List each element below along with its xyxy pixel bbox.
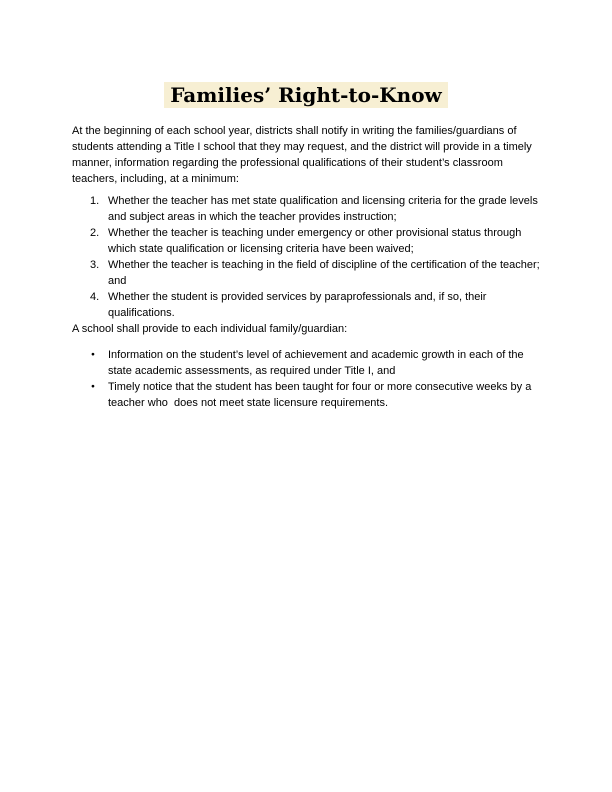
list-item-text: Whether the teacher has met state qualification and licensing criteria for the grade levels and subject areas in which the teacher provides instruction; — [108, 195, 541, 223]
bullet-list-item — [72, 379, 540, 411]
bullet-list — [72, 347, 540, 411]
bullet-icon: ● — [91, 383, 95, 390]
list-item-text: Whether the student is provided services by paraprofessionals and, if so, their qualifications. — [108, 291, 490, 319]
list-item-number: 4. — [90, 291, 100, 303]
list-item-text: Whether the teacher is teaching under emergency or other provisional status through which state qualification or licensing criteria have been waived; — [108, 227, 525, 255]
list-item-text: Whether the teacher is teaching in the field of discipline of the certification of the teacher; and — [108, 259, 543, 287]
numbered-list — [72, 193, 543, 321]
title-row — [72, 82, 540, 108]
list-item-text: Information on the student’s level of achievement and academic growth in each of the state academic assessments, as required under Title I, and — [108, 349, 527, 377]
bullet-list-item — [72, 347, 540, 379]
list-item-number: 3. — [90, 259, 100, 271]
numbered-list-item — [72, 193, 540, 225]
list-item-text: Timely notice that the student has been taught for four or more consecutive weeks by a teacher who does not meet state licensure requirements. — [108, 381, 535, 409]
intro-paragraph: At the beginning of each school year, districts shall notify in writing the families/guardians of students attending a Title I school that they may request, and the district will provide in a timely manner, information regarding the professional qualifications of their student’s classroom teachers, including, at a minimum: — [72, 125, 532, 185]
subheading-paragraph: A school shall provide to each individual family/guardian: — [72, 323, 348, 335]
numbered-list-item — [72, 225, 540, 257]
numbered-list-item — [72, 289, 540, 321]
list-item-number: 1. — [90, 195, 100, 207]
list-item-number: 2. — [90, 227, 100, 239]
bullet-icon: ● — [91, 351, 95, 358]
document-title: Families’ Right-to-Know — [164, 82, 448, 108]
numbered-list-item — [72, 257, 543, 289]
